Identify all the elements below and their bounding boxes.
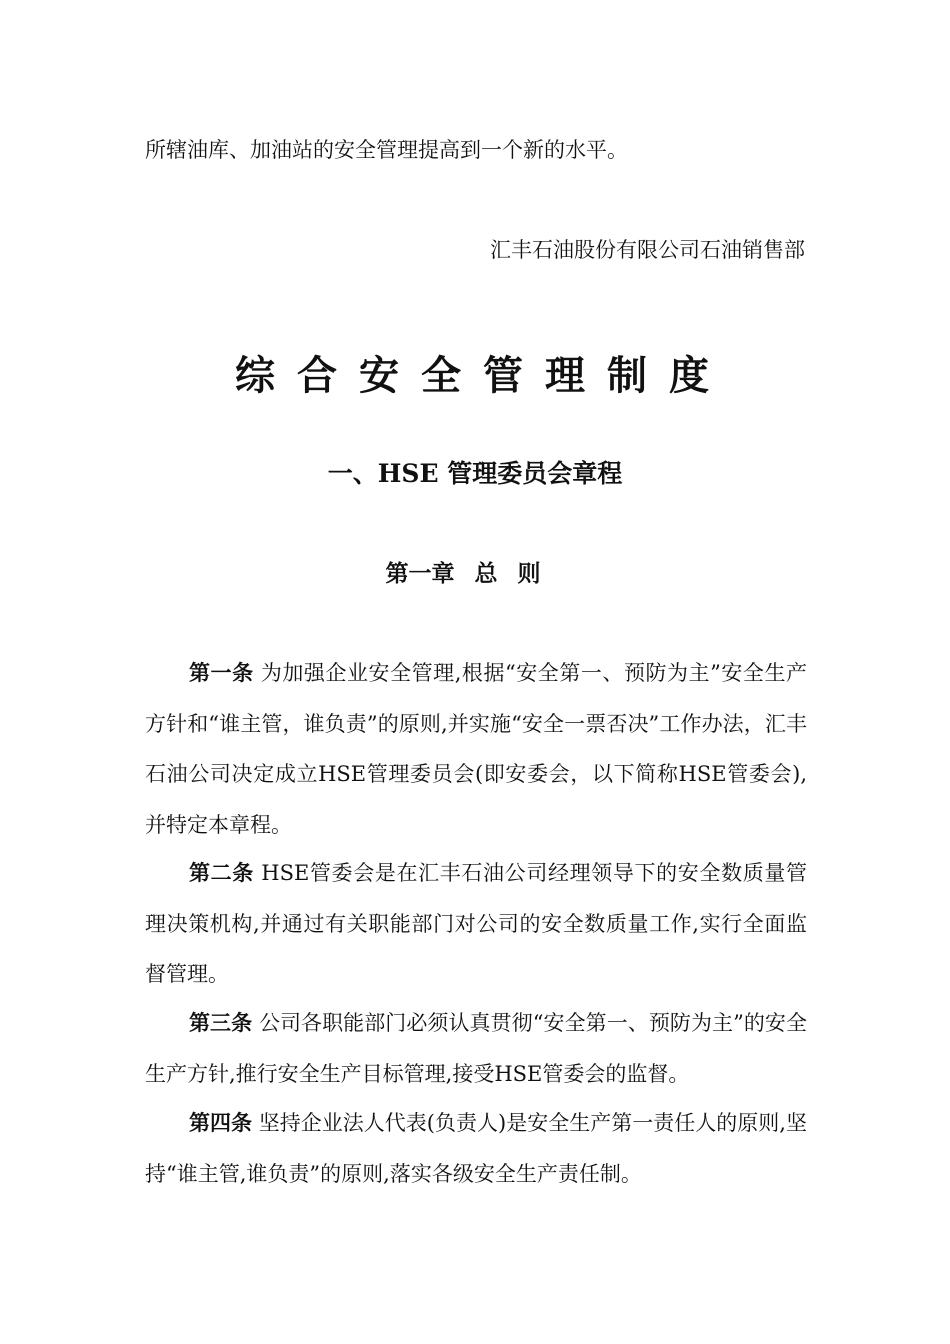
article-3-text: 公司各职能部门必须认真贯彻“安全第一、预防为主”的安全生产方针,推行安全生产目标管理,接受HSE管委会的监督。 — [145, 1011, 807, 1086]
article-4-label: 第四条 — [189, 1110, 253, 1135]
intro-paragraph: 所辖油库、加油站的安全管理提高到一个新的水平。 — [145, 138, 628, 162]
chapter-title: 第一章 总 则 — [385, 560, 541, 587]
article-3-label: 第三条 — [189, 1010, 253, 1035]
article-2 — [145, 848, 807, 1000]
signature-organization: 汇丰石油股份有限公司石油销售部 — [490, 238, 805, 262]
article-3 — [145, 998, 807, 1099]
document-title: 综合安全管理制度 — [235, 352, 731, 399]
article-1-text: 为加强企业安全管理,根据“安全第一、预防为主”安全生产方针和“谁主管，谁负责”的原则,并实施“安全一票否决”工作办法，汇丰石油公司决定成立HSE管理委员会(即安委会，以下简称HSE管委会),并特定本章程。 — [145, 661, 807, 837]
article-4-text: 坚持企业法人代表(负责人)是安全生产第一责任人的原则,坚持“谁主管,谁负责”的原则,落实各级安全生产责任制。 — [145, 1111, 807, 1186]
article-2-text: HSE管委会是在汇丰石油公司经理领导下的安全数质量管理决策机构,并通过有关职能部门对公司的安全数质量工作,实行全面监督管理。 — [145, 861, 807, 986]
article-2-label: 第二条 — [189, 860, 254, 885]
article-4 — [145, 1098, 807, 1199]
article-1-label: 第一条 — [189, 660, 254, 685]
article-1 — [145, 648, 807, 850]
section-title: 一、HSE 管理委员会章程 — [327, 459, 623, 488]
